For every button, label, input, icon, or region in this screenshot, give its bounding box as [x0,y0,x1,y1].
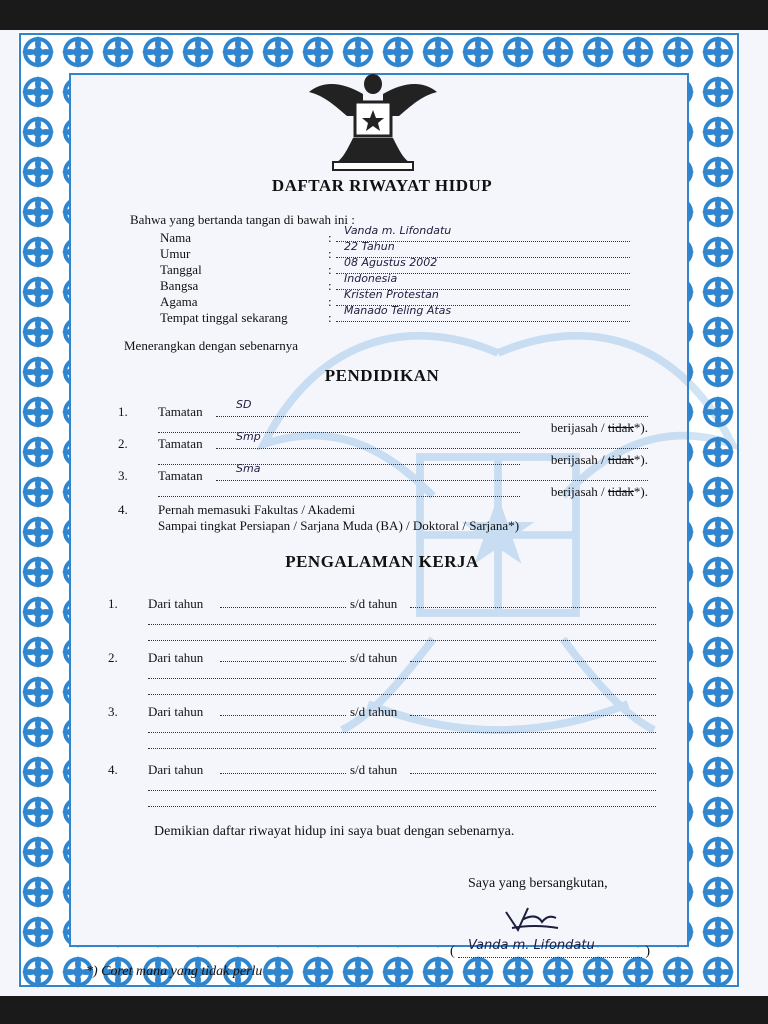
field-nama: Nama : Vanda m. Lifondatu [160,230,630,246]
declaration-text: Menerangkan dengan sebenarnya [124,338,298,353]
field-value: Vanda m. Lifondatu [344,224,452,237]
field-umur: Umur : 22 Tahun [160,246,630,262]
field-tempat-tinggal: Tempat tinggal sekarang : Manado Teling Atas [160,310,630,326]
field-bangsa: Bangsa : Indonesia [160,278,630,294]
education-row: 1. Tamatan SD berijasah / tidak*). [118,398,648,435]
signature [502,902,562,936]
field-label: Umur [160,246,191,261]
signature-name-line: ( Vanda m. Lifondatu ) [450,938,650,959]
field-value: Kristen Protestan [344,288,439,301]
field-tanggal: Tanggal : 08 Agustus 2002 [160,262,630,278]
work-heading: PENGALAMAN KERJA [285,552,479,571]
field-value: 08 Agustus 2002 [344,256,438,269]
field-label: Tempat tinggal sekarang [160,310,288,325]
work-row: 2. Dari tahun s/d tahun [108,650,656,700]
education-value: Smp [236,430,261,443]
education-heading: PENDIDIKAN [324,366,440,385]
footnote: *) Coret mana yang tidak perlu [86,964,263,979]
signer-label: Saya yang bersangkutan, [468,876,608,891]
education-row: 3. Tamatan Sma berijasah / tidak*). [118,462,648,499]
intro-text: Bahwa yang bertanda tangan di bawah ini : [130,212,355,227]
document-title: DAFTAR RIWAYAT HIDUP [271,176,493,195]
signature-name: Vanda m. Lifondatu [468,938,595,953]
education-row: 2. Tamatan Smp berijasah / tidak*). [118,430,648,467]
field-label: Agama [160,294,198,309]
field-label: Tanggal [160,262,202,277]
garuda-emblem [303,62,443,172]
field-agama: Agama : Kristen Protestan [160,294,630,310]
work-row: 4. Dari tahun s/d tahun [108,762,656,812]
field-value: 22 Tahun [344,240,395,253]
closing-statement: Demikian daftar riwayat hidup ini saya buat dengan sebenarnya. [154,824,515,839]
field-label: Nama [160,230,192,245]
education-value: Sma [236,462,261,475]
work-row: 1. Dari tahun s/d tahun [108,596,656,646]
field-value: Indonesia [344,272,398,285]
work-row: 3. Dari tahun s/d tahun [108,704,656,754]
field-value: Manado Teling Atas [344,304,452,317]
field-label: Bangsa [160,278,199,293]
education-value: SD [236,398,252,411]
